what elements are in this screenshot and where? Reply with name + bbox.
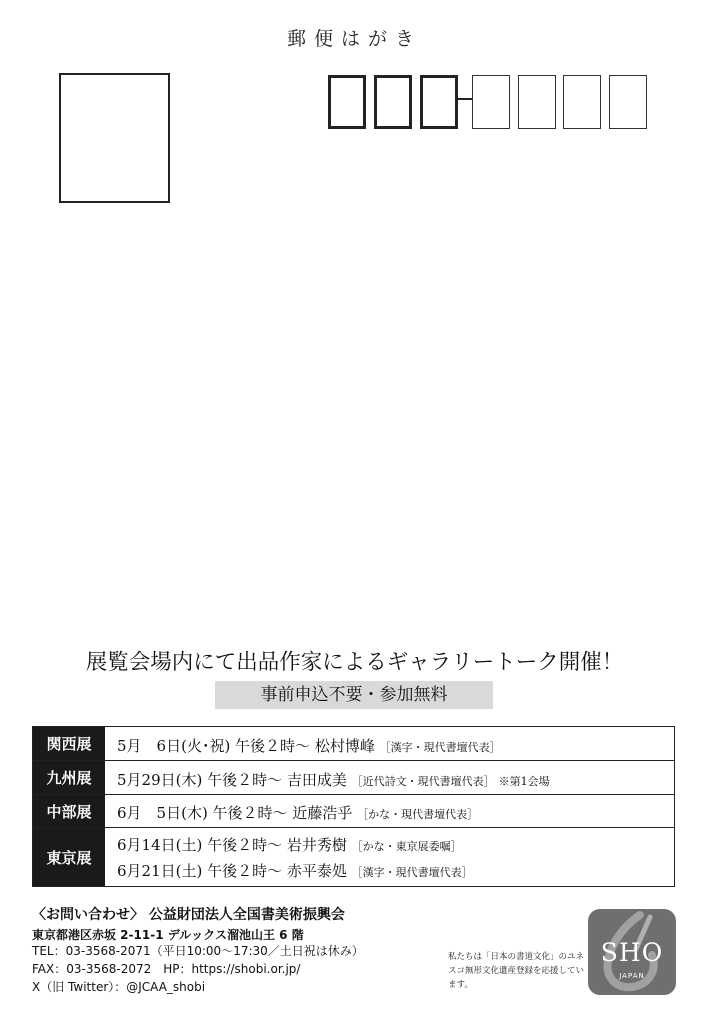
postal-digit-box [518, 75, 556, 129]
postal-dash [458, 98, 472, 100]
region-label: 関西展 [33, 727, 105, 760]
contact-address: 東京都港区赤坂 2-11-1 デルックス溜池山王 6 階 [32, 928, 304, 942]
free-admission-badge: 事前申込不要・参加無料 [215, 681, 493, 709]
event-line: 6月 5日(木) 午後２時〜 近藤浩乎 ［かな・現代書壇代表］ [117, 804, 479, 822]
unesco-note: 私たちは「日本の書道文化」のユネスコ無形文化遺産登録を応援しています。 [448, 952, 585, 990]
postal-digit-box [563, 75, 601, 129]
region-label: 中部展 [33, 795, 105, 827]
contact-tel: TEL：03-3568-2071（平日10:00〜17:30／土日祝は休み） [32, 944, 364, 958]
schedule-row-kyushu [33, 761, 674, 795]
event-line: 5月 6日(火･祝) 午後２時〜 松村博峰 ［漢字・現代書壇代表］ [117, 737, 501, 755]
schedule-row-kansai [33, 727, 674, 761]
region-label: 九州展 [33, 761, 105, 794]
event-line: 6月21日(土) 午後２時〜 赤平泰処 ［漢字・現代書壇代表］ [117, 862, 473, 880]
contact-title: 〈お問い合わせ〉 公益財団法人全国書美術振興会 [32, 907, 345, 923]
postal-digit-box [472, 75, 510, 129]
logo-text: SHO [600, 938, 664, 967]
gallery-talk-headline: 展覧会場内にて出品作家によるギャラリートーク開催！ [85, 650, 624, 675]
postal-digit-box [420, 75, 458, 129]
postcard-title: 郵便はがき [286, 28, 422, 50]
region-label: 東京展 [33, 828, 105, 886]
schedule-row-tokyo [33, 828, 674, 886]
postal-digit-box [609, 75, 647, 129]
schedule-table [32, 726, 675, 887]
logo-subtext: JAPAN [619, 972, 645, 980]
event-line: 6月14日(土) 午後２時〜 岩井秀樹 ［かな・東京展委嘱］ [117, 836, 462, 854]
postal-digit-box [374, 75, 412, 129]
stamp-area [59, 73, 170, 203]
contact-x-account: X（旧 Twitter）：@JCAA_shobi [32, 980, 206, 994]
sho-japan-logo [588, 909, 676, 995]
contact-fax-hp: FAX：03-3568-2072 HP：https://shobi.or.jp/ [32, 962, 301, 976]
postal-digit-box [328, 75, 366, 129]
event-line: 5月29日(木) 午後２時〜 吉田成美 ［近代詩文・現代書壇代表］ ※第1会場 [117, 771, 550, 789]
schedule-row-chubu [33, 795, 674, 828]
